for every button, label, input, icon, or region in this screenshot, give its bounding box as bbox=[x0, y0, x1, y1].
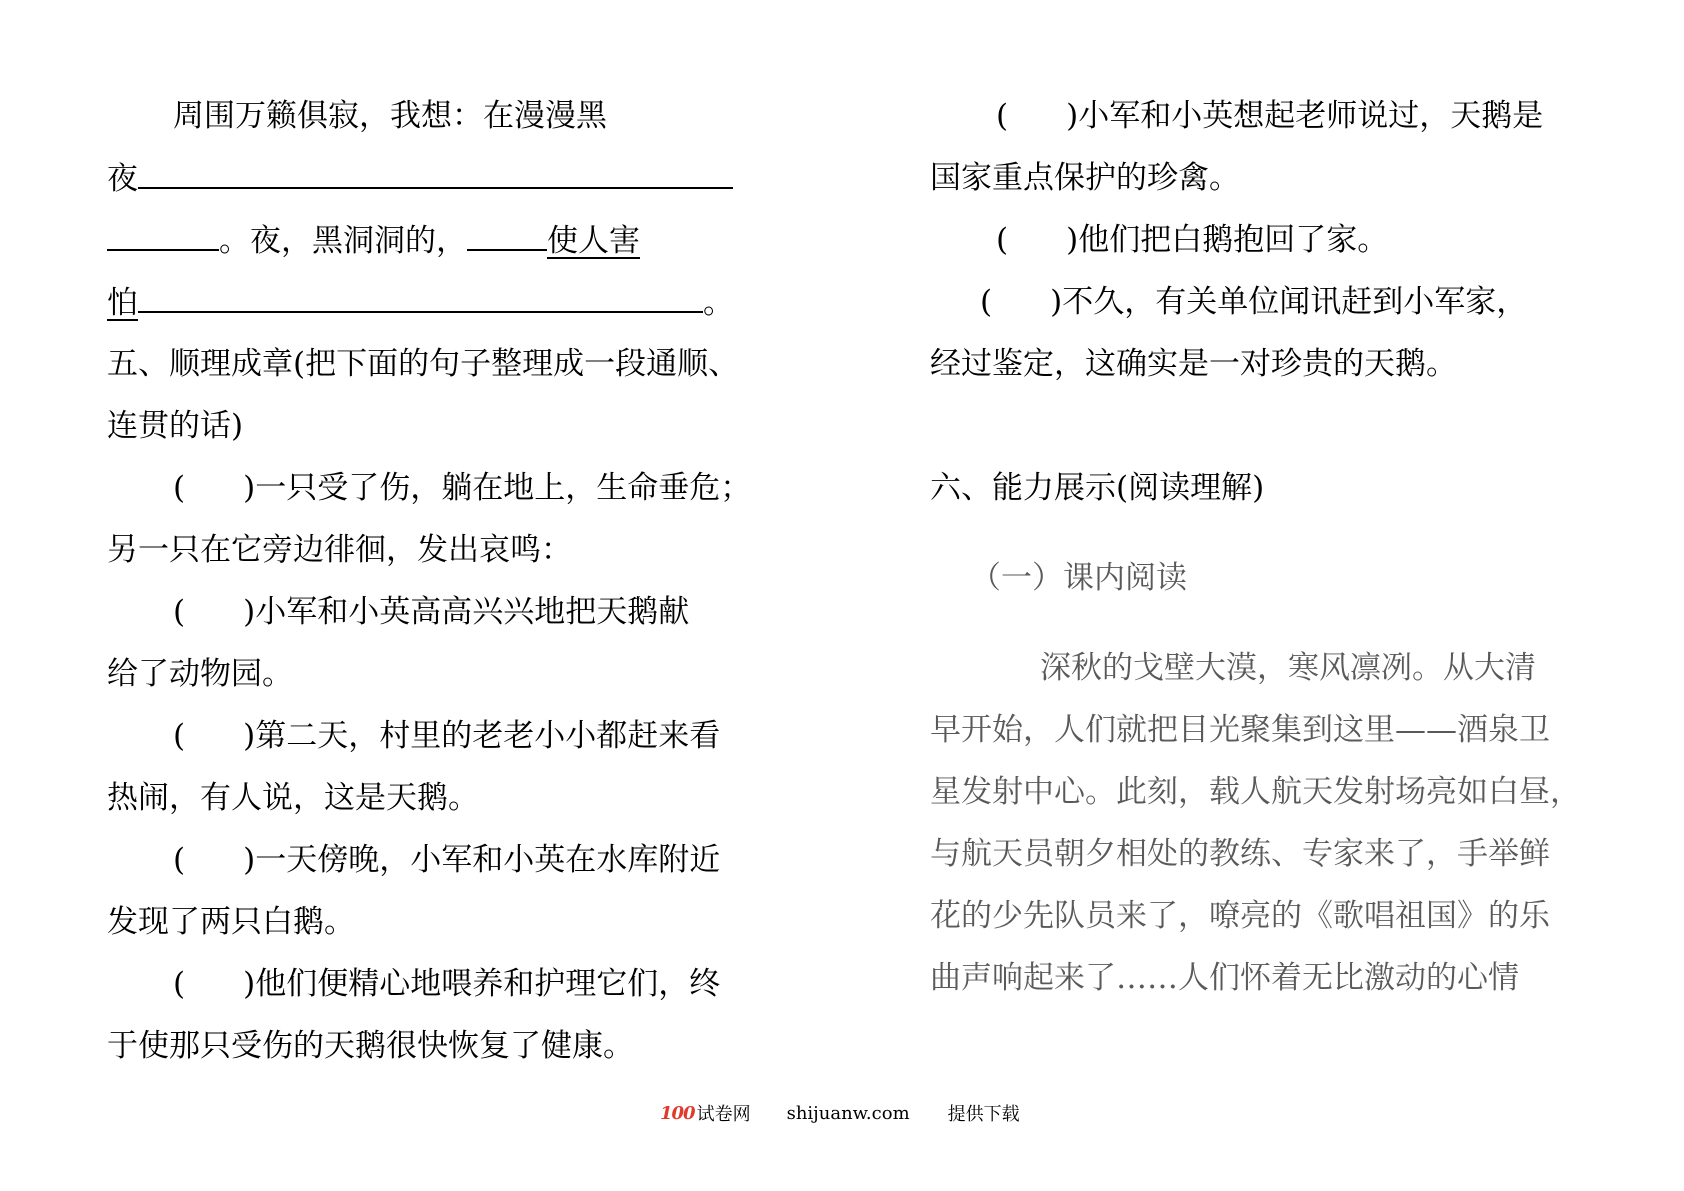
reading-line: 花的少先队员来了，嘹亮的《歌唱祖国》的乐 bbox=[930, 898, 1550, 934]
list-item bbox=[107, 829, 767, 891]
site-name: 试卷网 bbox=[696, 1104, 751, 1125]
list-item bbox=[930, 271, 1580, 333]
fill-blank-line bbox=[107, 271, 767, 333]
list-item bbox=[930, 209, 1580, 271]
paren-open: ( bbox=[173, 470, 186, 506]
reading-line: 星发射中心。此刻，载人航天发射场亮如白昼， bbox=[930, 774, 1581, 810]
paren-open: ( bbox=[996, 98, 1009, 134]
list-item-cont: 国家重点保护的珍禽。 bbox=[930, 160, 1240, 196]
list-item bbox=[107, 457, 767, 519]
paren-open: ( bbox=[173, 842, 186, 878]
item-text: 小军和小英想起老师说过，天鹅是 bbox=[1078, 98, 1544, 134]
list-item bbox=[107, 581, 767, 643]
list-item-cont: 于使那只受伤的天鹅很快恢复了健康。 bbox=[107, 1028, 634, 1064]
paren-close: ) bbox=[243, 966, 256, 1002]
spacer bbox=[930, 519, 1580, 547]
list-item-cont: 另一只在它旁边徘徊，发出哀鸣： bbox=[107, 532, 572, 568]
sub-heading: （一）课内阅读 bbox=[970, 560, 1187, 596]
line-prefix: 夜 bbox=[107, 161, 138, 197]
paren-open: ( bbox=[173, 966, 186, 1002]
list-item-cont: 经过鉴定，这确实是一对珍贵的天鹅。 bbox=[930, 346, 1457, 382]
section-heading: 五、顺理成章(把下面的句子整理成一段通顺、 bbox=[107, 346, 740, 382]
answer-blank[interactable] bbox=[107, 209, 219, 251]
site-domain-link[interactable]: shijuanw.com bbox=[786, 1102, 910, 1124]
site-logo: 100 bbox=[660, 1102, 695, 1124]
item-text: 不久，有关单位闻讯赶到小军家， bbox=[1062, 284, 1528, 320]
answer-blank[interactable] bbox=[138, 271, 703, 313]
paren-close: ) bbox=[1050, 284, 1063, 320]
reading-line: 与航天员朝夕相处的教练、专家来了，手举鲜 bbox=[930, 836, 1550, 872]
item-text: 他们便精心地喂养和护理它们，终 bbox=[255, 966, 721, 1002]
reading-line: 曲声响起来了……人们怀着无比激动的心情 bbox=[930, 960, 1519, 996]
paren-close: ) bbox=[1066, 98, 1079, 134]
list-item-cont: 给了动物园。 bbox=[107, 656, 293, 692]
line-prefix: 怕 bbox=[107, 285, 138, 321]
item-text: 第二天，村里的老老小小都赶来看 bbox=[255, 718, 721, 754]
paren-close: ) bbox=[243, 842, 256, 878]
paren-open: ( bbox=[173, 718, 186, 754]
answer-blank[interactable] bbox=[467, 209, 547, 251]
left-column bbox=[107, 85, 767, 1077]
line-text: 。夜，黑洞洞的， bbox=[219, 223, 467, 259]
paren-close: ) bbox=[243, 594, 256, 630]
reading-line: 深秋的戈壁大漠，寒风凛冽。从大清 bbox=[1040, 650, 1536, 686]
answer-blank[interactable] bbox=[138, 147, 733, 189]
list-item bbox=[930, 85, 1580, 147]
fill-blank-line bbox=[107, 209, 767, 271]
paren-close: ) bbox=[243, 718, 256, 754]
section-heading-cont: 连贯的话) bbox=[107, 408, 244, 444]
right-column bbox=[930, 85, 1580, 1009]
section-heading: 六、能力展示(阅读理解) bbox=[930, 470, 1265, 506]
paren-close: ) bbox=[243, 470, 256, 506]
list-item-cont: 热闹，有人说，这是天鹅。 bbox=[107, 780, 479, 816]
fill-blank-line bbox=[107, 147, 767, 209]
list-item bbox=[107, 705, 767, 767]
page-footer bbox=[660, 1100, 1020, 1126]
spacer bbox=[930, 395, 1580, 457]
list-item-cont: 发现了两只白鹅。 bbox=[107, 904, 355, 940]
paren-open: ( bbox=[173, 594, 186, 630]
spacer bbox=[930, 609, 1580, 637]
item-text: 小军和小英高高兴兴地把天鹅献 bbox=[255, 594, 690, 630]
reading-line: 早开始，人们就把目光聚集到这里——酒泉卫 bbox=[930, 712, 1550, 748]
underlined-text: 使人害 bbox=[547, 223, 640, 259]
item-text: 一天傍晚，小军和小英在水库附近 bbox=[255, 842, 721, 878]
line-suffix: 。 bbox=[703, 285, 734, 321]
footer-tagline: 提供下载 bbox=[947, 1104, 1020, 1125]
paren-open: ( bbox=[980, 284, 993, 320]
paren-close: ) bbox=[1066, 222, 1079, 258]
item-text: 一只受了伤，躺在地上，生命垂危； bbox=[255, 470, 752, 506]
list-item bbox=[107, 953, 767, 1015]
text-line: 周围万籁俱寂，我想：在漫漫黑 bbox=[173, 98, 607, 134]
paren-open: ( bbox=[996, 222, 1009, 258]
item-text: 他们把白鹅抱回了家。 bbox=[1078, 222, 1389, 258]
